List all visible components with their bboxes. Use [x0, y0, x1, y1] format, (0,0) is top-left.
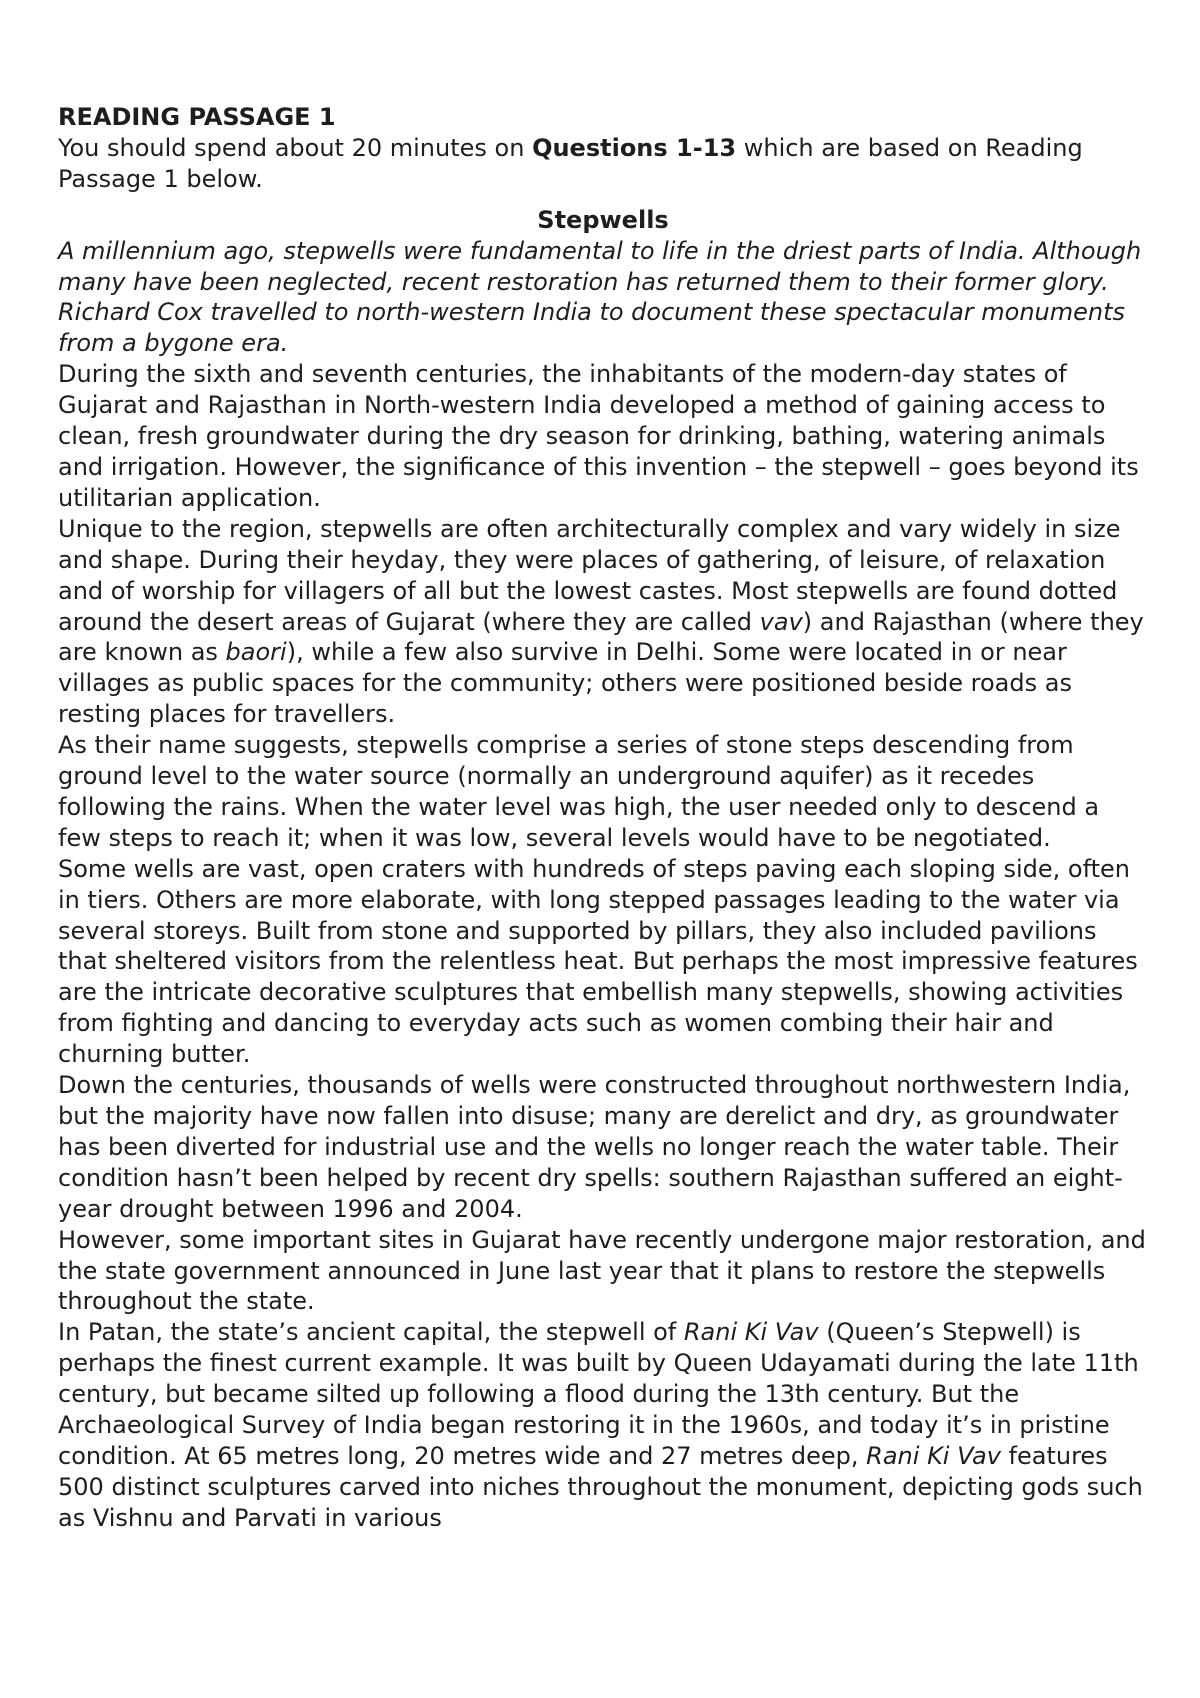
term-rani-ki-vav: Rani Ki Vav — [683, 1318, 819, 1347]
paragraph-1: During the sixth and seventh centuries, the inhabitants of the modern-day states of Gujarat and Rajasthan in North-western India developed a method of gaining access to clean, fresh groundwater during the dry season for drinking, bathing, watering animals and irrigation. However, the significance of this invention – the stepwell – goes beyond its utilitarian application. — [58, 360, 1139, 512]
term-vav: vav — [759, 607, 803, 636]
instructions — [58, 133, 1148, 195]
paragraph-2-text-c: ), while a few also survive in Delhi. Some were located in or near villages as public spaces for the community; others were positioned beside roads as resting places for travellers. — [58, 638, 1072, 729]
question-range: Questions 1-13 — [532, 133, 737, 162]
paragraph-7-text-c: features 500 distinct sculptures carved into niches throughout the monument, depicting gods such as Vishnu and Parvati in various — [58, 1441, 1143, 1532]
section-heading: READING PASSAGE 1 — [58, 103, 336, 131]
paragraph-4: Some wells are vast, open craters with hundreds of steps paving each sloping side, often in tiers. Others are more elaborate, with long stepped passages leading to the water via several storeys. Built from stone and supported by pillars, they also included pavilions that sheltered visitors from the relentless heat. But perhaps the most impressive features are the intricate decorative sculptures that embellish many stepwells, showing activities from fighting and dancing to everyday acts such as women combing their hair and churning butter. — [58, 854, 1138, 1069]
paragraph-7-text-b: (Queen’s Stepwell) is perhaps the finest current example. It was built by Queen Udayamati during the late 11th century, but became silted up following a flood during the 13th century. But the Archaeological Survey of India began restoring it in the 1960s, and today it’s in pristine condition. At 65 metres long, 20 metres wide and 27 metres deep, — [58, 1318, 1139, 1470]
article-title: Stepwells — [537, 205, 669, 234]
paragraph-2-text-b: ) and Rajasthan (where they are known as — [58, 607, 1144, 667]
paragraph-5: Down the centuries, thousands of wells were constructed throughout northwestern India, but the majority have now fallen into disuse; many are derelict and dry, as groundwater has been diverted for industrial use and the wells no longer reach the water table. Their condition hasn’t been helped by recent dry spells: southern Rajasthan suffered an eight-year drought between 1996 and 2004. — [58, 1071, 1131, 1223]
paragraph-2 — [58, 514, 1148, 730]
paragraph-6: However, some important sites in Gujarat have recently undergone major restoration, and the state government announced in June last year that it plans to restore the stepwells throughout the state. — [58, 1225, 1146, 1316]
term-baori: baori — [225, 638, 287, 667]
instruction-text-end: which are based on Reading Passage 1 below. — [58, 133, 1083, 193]
paragraph-7 — [58, 1317, 1148, 1533]
term-rani-ki-vav: Rani Ki Vav — [866, 1441, 1001, 1470]
paragraph-7-text-a: In Patan, the state’s ancient capital, the stepwell of — [58, 1318, 684, 1347]
paragraph-3: As their name suggests, stepwells comprise a series of stone steps descending from ground level to the water source (normally an underground aquifer) as it recedes following the rains. When the water level was high, the user needed only to descend a few steps to reach it; when it was low, several levels would have to be negotiated. — [58, 731, 1100, 852]
document-page — [58, 102, 1148, 1534]
article-intro: A millennium ago, stepwells were fundamental to life in the driest parts of India. Although many have been neglected, recent restoration has returned them to their former glory. Richard Cox travelled to north-western India to document these spectacular monuments from a bygone era. — [58, 236, 1142, 358]
instruction-text-start: You should spend about 20 minutes on — [58, 133, 533, 162]
paragraph-2-text-a: Unique to the region, stepwells are often architecturally complex and vary widely in size and shape. During their heyday, they were places of gathering, of leisure, of relaxation and of worship for villagers of all but the lowest castes. Most stepwells are found dotted around the desert areas of Gujarat (where they are called — [58, 514, 1121, 636]
